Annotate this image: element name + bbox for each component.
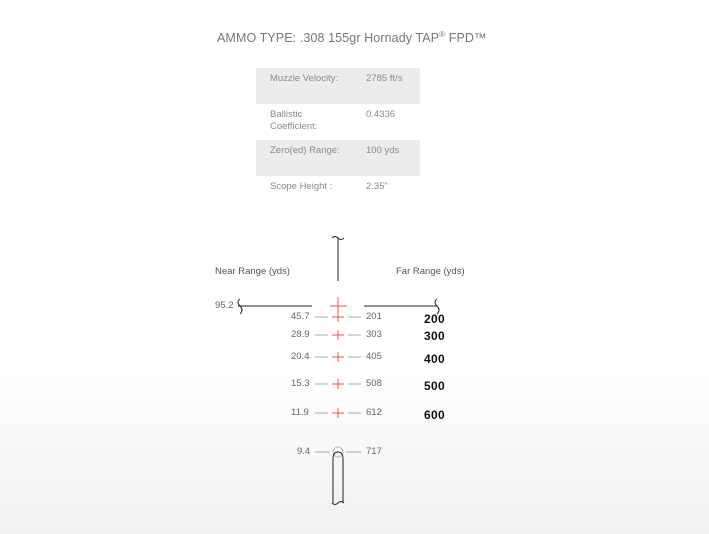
top-near-value: 95.2 [215, 300, 234, 311]
hash-mark-400 [315, 352, 361, 362]
spec-value: 2.35" [366, 181, 388, 192]
bottom-post-wave-icon [332, 502, 344, 505]
far-value-600: 612 [366, 407, 382, 418]
bottom-near-value: 9.4 [297, 446, 311, 457]
near-value-600: 11.9 [291, 407, 309, 418]
near-value-400: 20.4 [291, 351, 310, 362]
far-value-300: 303 [366, 329, 382, 340]
spec-value: 100 yds [366, 145, 400, 156]
hash-mark-200 [315, 312, 361, 322]
far-value-200: 201 [366, 311, 382, 322]
near-value-200: 45.7 [291, 311, 310, 322]
range-label-300: 300 [424, 329, 445, 343]
spec-label: Ballistic Coefficient: [270, 109, 318, 132]
spec-value: 0.4336 [366, 109, 396, 120]
ammo-type-text: AMMO TYPE: .308 155gr Hornady TAP [217, 31, 440, 45]
ammo-type-suffix: FPD™ [445, 31, 487, 45]
bottom-far-value: 717 [366, 446, 382, 457]
far-value-400: 405 [366, 351, 382, 362]
hash-mark-300 [315, 330, 361, 340]
spec-label: Muzzle Velocity: [270, 73, 339, 84]
range-label-200: 200 [424, 312, 445, 326]
range-label-600: 600 [424, 408, 445, 422]
range-label-400: 400 [424, 352, 445, 366]
near-value-300: 28.9 [291, 329, 310, 340]
far-range-label: Far Range (yds) [396, 266, 465, 277]
hash-mark-600 [315, 408, 361, 418]
range-label-500: 500 [424, 379, 445, 393]
spec-label: Scope Height : [270, 181, 333, 192]
hash-mark-500 [315, 379, 361, 389]
near-range-label: Near Range (yds) [215, 266, 290, 277]
near-value-500: 15.3 [291, 378, 310, 389]
bottom-post [315, 447, 361, 505]
spec-label: Zero(ed) Range: [270, 145, 340, 156]
registered-mark: ® [439, 29, 446, 39]
spec-value: 2785 ft/s [366, 73, 403, 84]
far-value-500: 508 [366, 378, 382, 389]
